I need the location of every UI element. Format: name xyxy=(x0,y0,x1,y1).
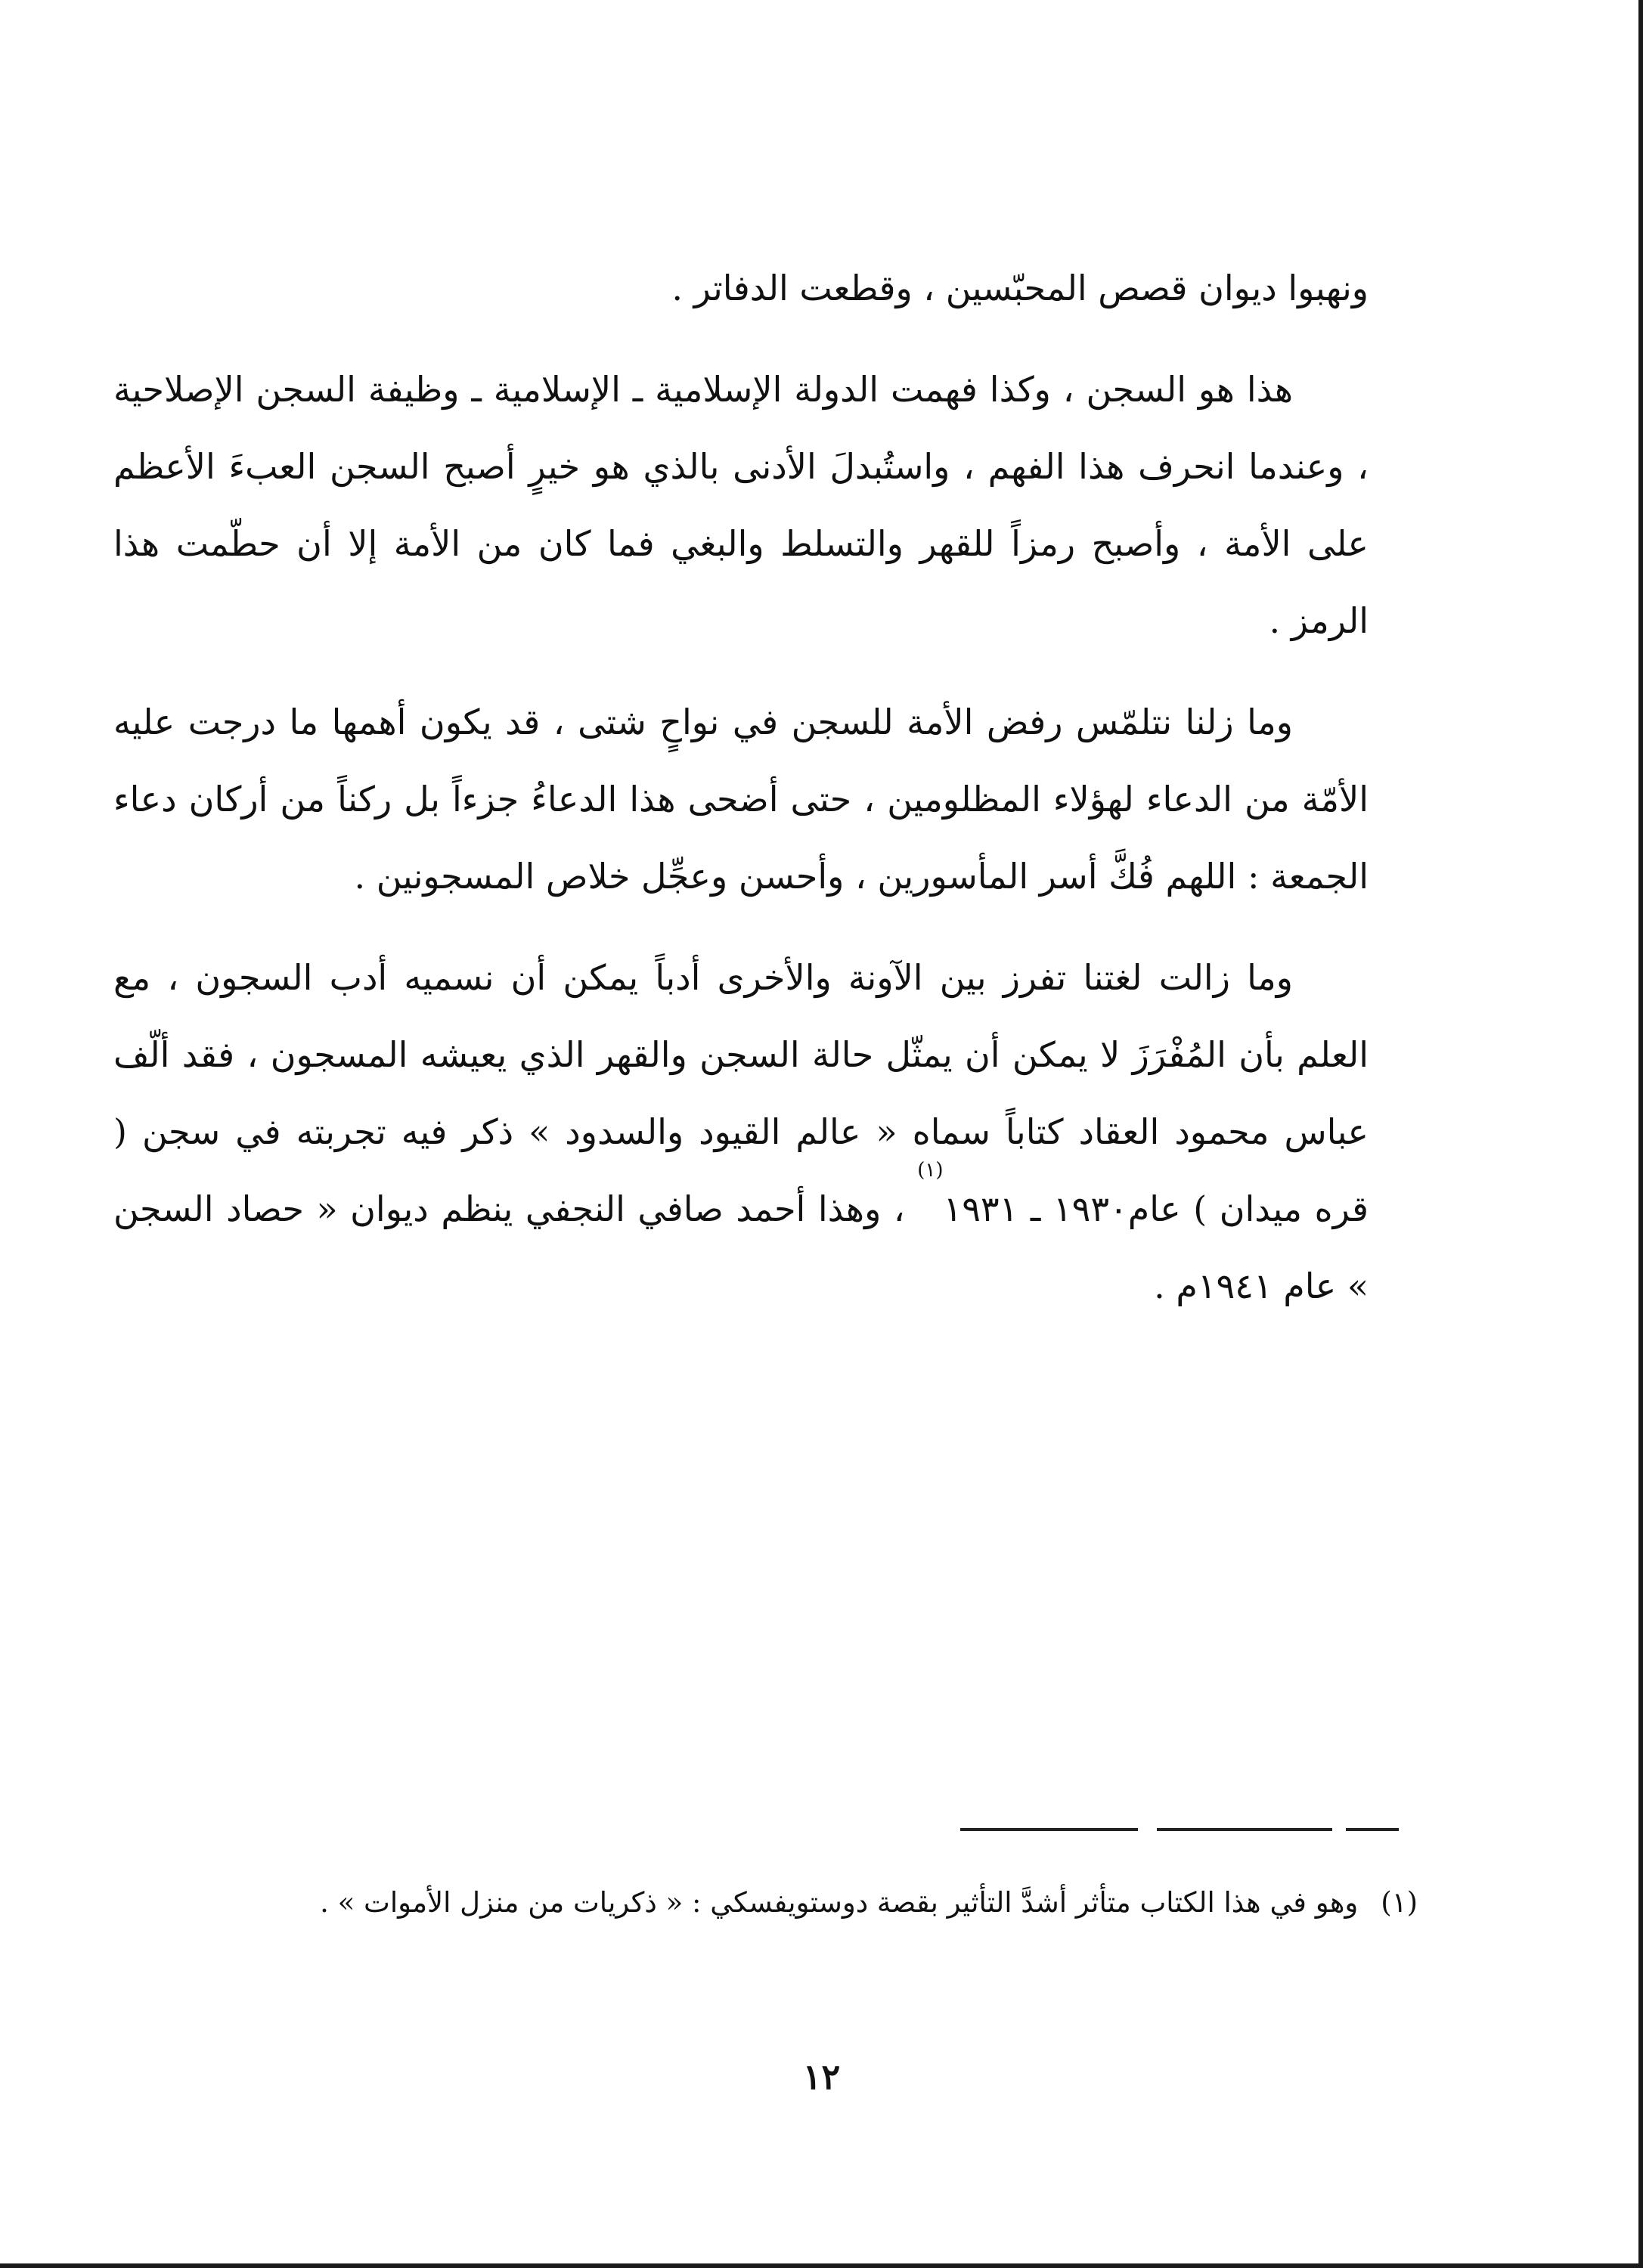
scan-edge-bottom xyxy=(0,2263,1643,2268)
footnote xyxy=(140,1879,1418,1927)
footnote-reference[interactable]: (١) xyxy=(917,1159,944,1182)
paragraph-4 xyxy=(113,939,1369,1325)
scan-edge-right xyxy=(1638,0,1643,2268)
paragraph-4-text: وما زالت لغتنا تفرز بين الآونة والأخرى أدباً يمكن أن نسميه أدب السجون ، مع العلم بأن المُفْرَزَ لا يمكن أن يمثّل حالة السجن والقهر الذي يعيشه المسجون ، فقد ألّف عباس محمود العقاد كتاباً سماه « عالم القيود والسدود » ذكر فيه تجربته في سجن ( قره ميدان ) عام١٩٣٠ ـ ١٩٣١ xyxy=(113,957,1369,1229)
page-number: ١٢ xyxy=(802,2056,841,2097)
body-text xyxy=(113,249,1369,1349)
paragraph-2: هذا هو السجن ، وكذا فهمت الدولة الإسلامية ـ الإسلامية ـ وظيفة السجن الإصلاحية ، وعندما انحرف هذا الفهم ، واستُبدلَ الأدنى بالذي هو خيرٍ أصبح السجن العبءَ الأعظم على الأمة ، وأصبح رمزاً للقهر والتسلط والبغي فما كان من الأمة إلا أن حطّمت هذا الرمز . xyxy=(113,369,1369,641)
footnote-marker: (١) xyxy=(1381,1886,1418,1919)
footnote-text: وهو في هذا الكتاب متأثر أشدَّ التأثير بقصة دوستويفسكي : « ذكريات من منزل الأموات » . xyxy=(320,1886,1359,1919)
paragraph-3: وما زلنا نتلمّس رفض الأمة للسجن في نواحٍ شتى ، قد يكون أهمها ما درجت عليه الأمّة من الدعاء لهؤلاء المظلومين ، حتى أضحى هذا الدعاءُ جزءاً بل ركناً من أركان دعاء الجمعة : اللهم فُكَّ أسر المأسورين ، وأحسن وعجِّل خلاص المسجونين . xyxy=(113,702,1369,897)
footnote-separator xyxy=(960,1828,1399,1831)
paragraph-1: ونهبوا ديوان قصص المحبّسين ، وقطعت الدفاتر . xyxy=(671,268,1369,308)
paragraph-4-tail: ، وهذا أحمد صافي النجفي ينظم ديوان « حصاد السجن » عام ١٩٤١م . xyxy=(113,1188,1369,1306)
